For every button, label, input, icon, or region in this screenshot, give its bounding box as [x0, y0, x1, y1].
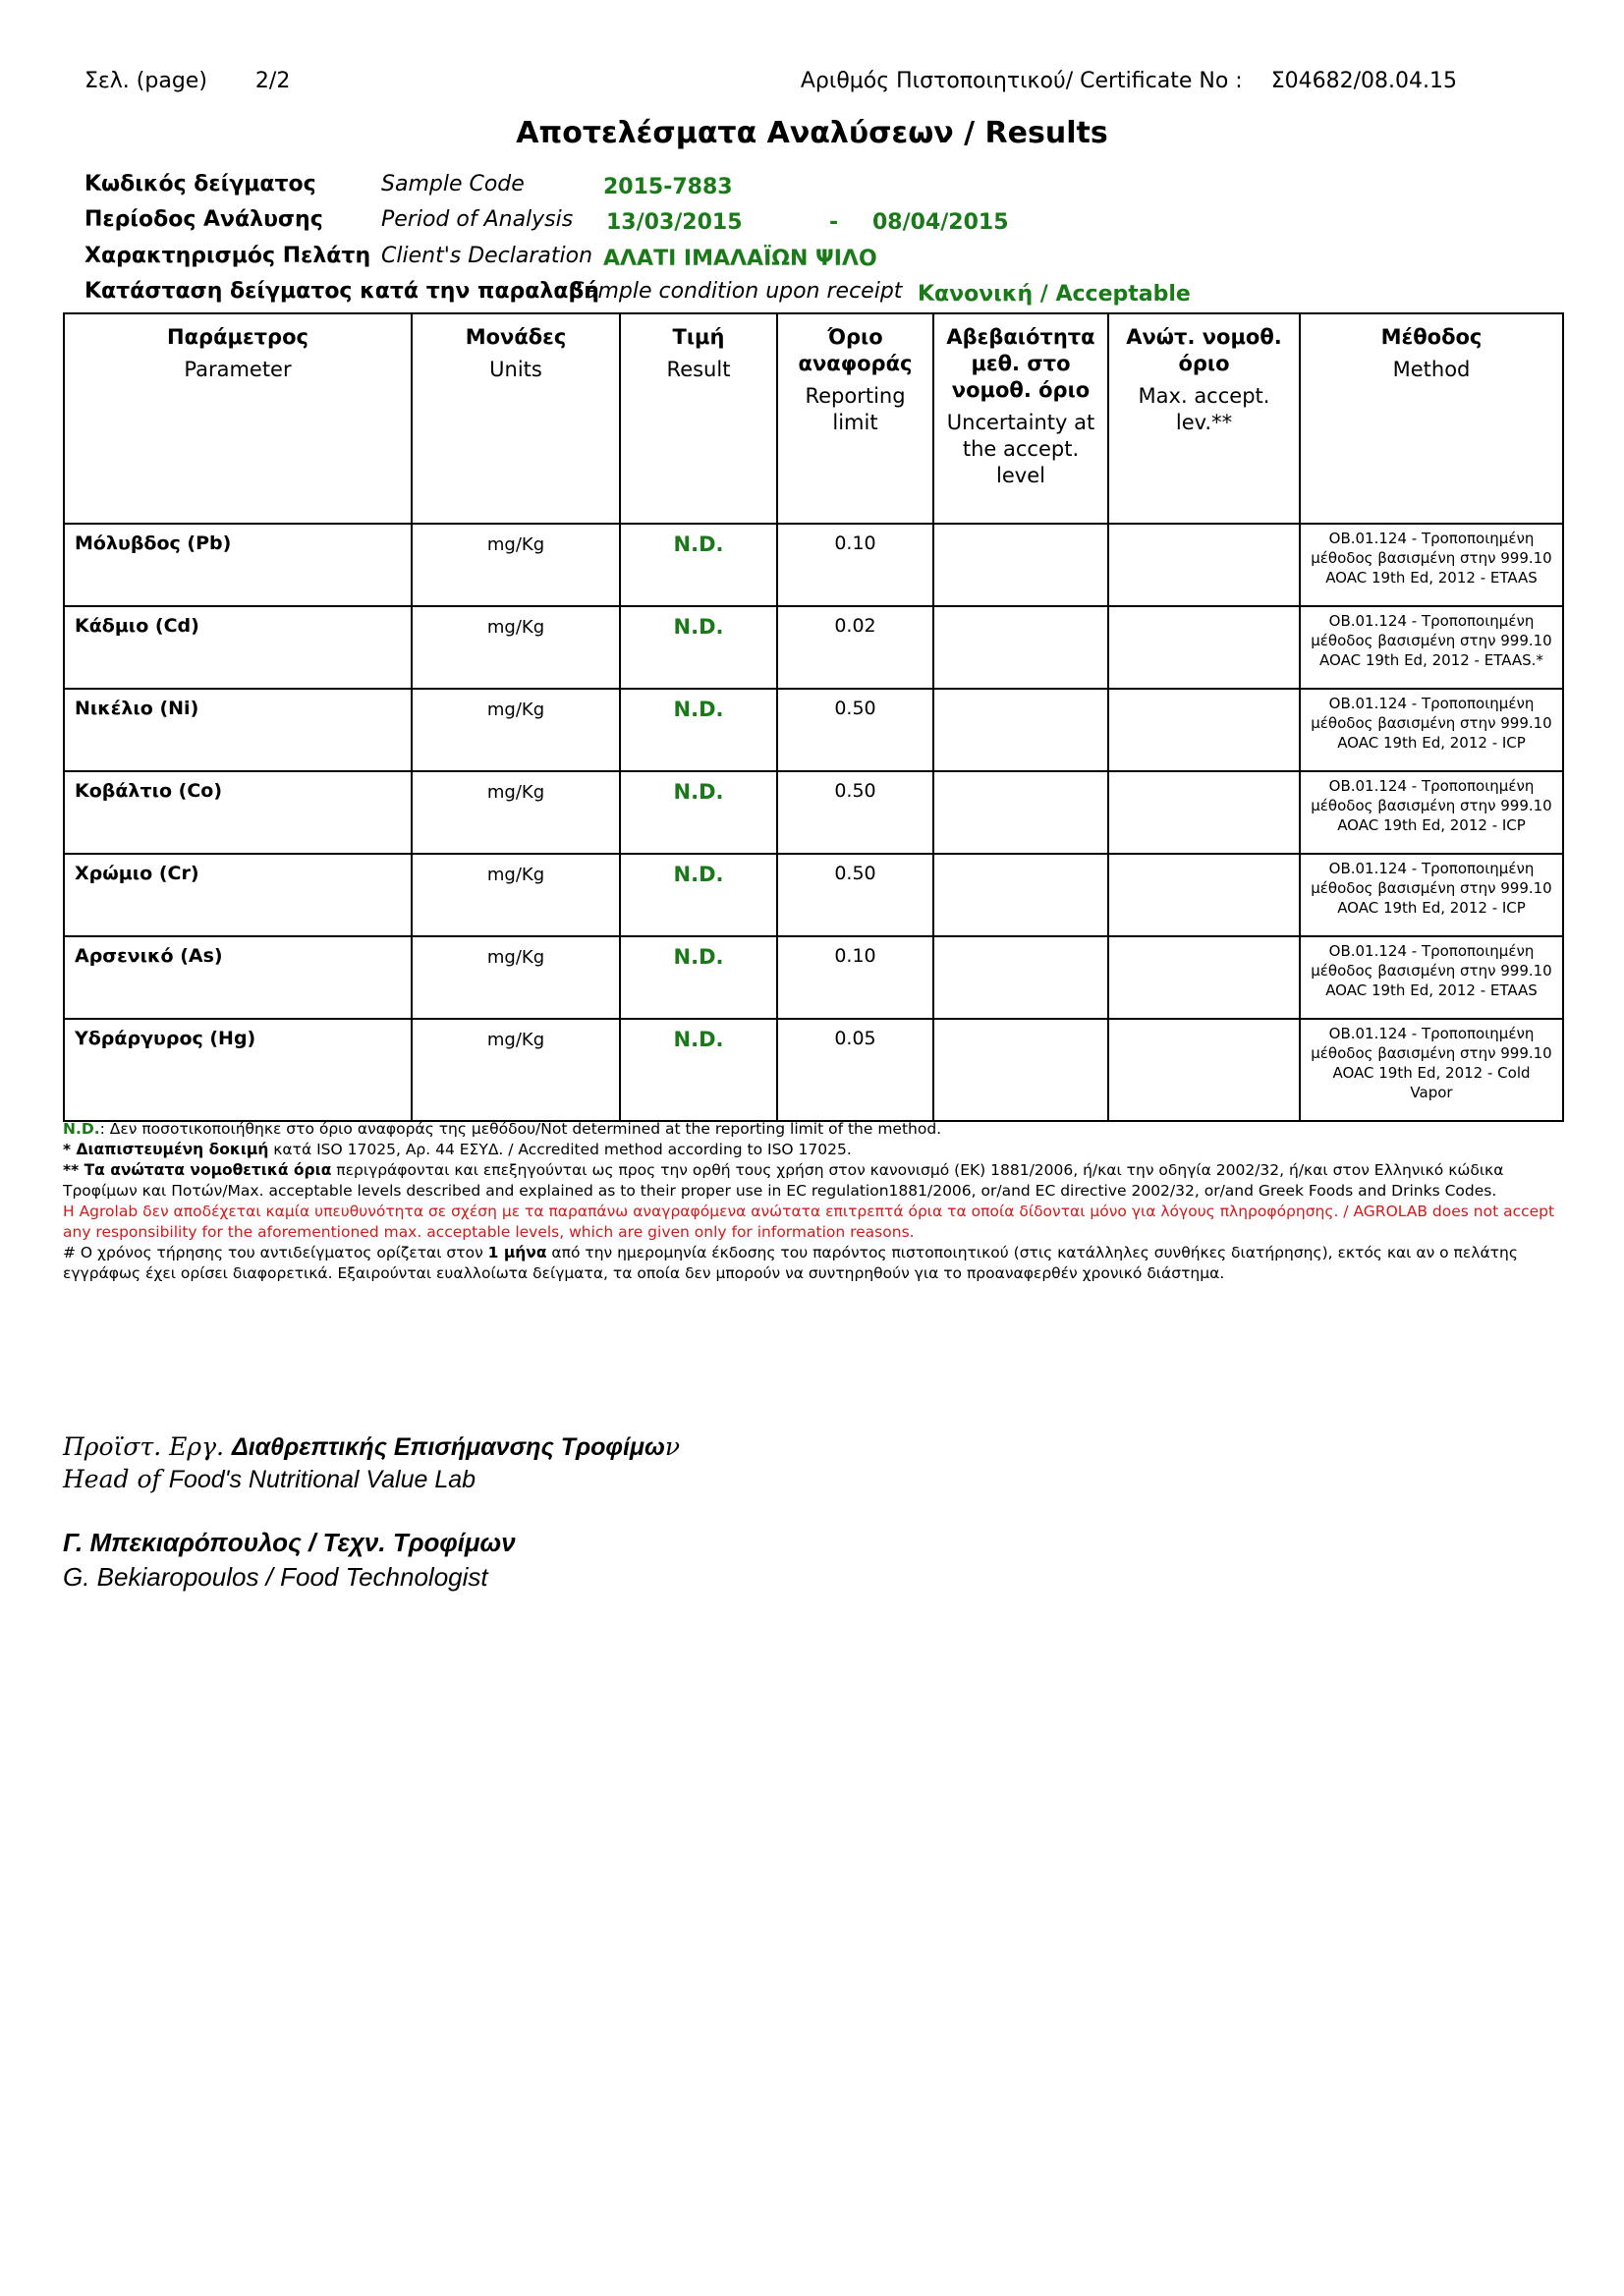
cell-method: OB.01.124 - Τροποποιημένη μέθοδος βασισμένη στην 999.10 AOAC 19th Ed, 2012 - Cold Vapor	[1300, 1019, 1563, 1121]
cell-method: OB.01.124 - Τροποποιημένη μέθοδος βασισμένη στην 999.10 AOAC 19th Ed, 2012 - ICP	[1300, 854, 1563, 936]
cell-max-level	[1108, 936, 1300, 1019]
page-number: 2/2	[254, 69, 291, 93]
cell-parameter: Κοβάλτιο (Co)	[64, 771, 412, 854]
cell-parameter: Αρσενικό (As)	[64, 936, 412, 1019]
client-declaration-label: Χαρακτηρισμός Πελάτη	[84, 244, 371, 268]
table-row	[64, 854, 1563, 936]
cell-parameter: Μόλυβδος (Pb)	[64, 524, 412, 606]
cell-parameter: Χρώμιο (Cr)	[64, 854, 412, 936]
certificate-number-line	[801, 69, 1457, 93]
analysis-period-dash: -	[829, 210, 839, 235]
cell-uncertainty	[933, 936, 1108, 1019]
cell-result: N.D.	[620, 524, 777, 606]
note-retention: # Ο χρόνος τήρησης του αντιδείγματος ορίζεται στον 1 μήνα από την ημερομηνία έκδοσης του παρόντος πιστοποιητικού (στις κατάλληλες συνθήκες διατήρησης), εκτός και αν ο πελάτης εγγράφως έχει ορίσει διαφορετικά. Εξαιρούνται ευαλλοίωτα δείγματα, τα οποία δεν μπορούν να συντηρηθούν για το προαναφερθέν χρονικό διάστημα.	[63, 1244, 1518, 1282]
cell-max-level	[1108, 689, 1300, 771]
cell-method: OB.01.124 - Τροποποιημένη μέθοδος βασισμένη στην 999.10 AOAC 19th Ed, 2012 - ICP	[1300, 771, 1563, 854]
table-row	[64, 689, 1563, 771]
cell-uncertainty	[933, 1019, 1108, 1121]
cell-max-level	[1108, 524, 1300, 606]
cell-result: N.D.	[620, 1019, 777, 1121]
cell-uncertainty	[933, 771, 1108, 854]
cell-result: N.D.	[620, 854, 777, 936]
page-indicator	[84, 69, 290, 93]
cell-units: mg/Kg	[412, 854, 620, 936]
analysis-period-end: 08/04/2015	[872, 210, 1009, 235]
signature-title-english: Head of Food's Nutritional Value Lab	[63, 1465, 476, 1493]
certificate-number: Σ04682/08.04.15	[1270, 69, 1457, 93]
sample-code-value: 2015-7883	[603, 175, 733, 199]
results-table	[63, 312, 1564, 1122]
cell-max-level	[1108, 771, 1300, 854]
note-nd: N.D.: Δεν ποσοτικοποιήθηκε στο όριο αναφοράς της μεθόδου/Not determined at the reporting limit of the method.	[63, 1120, 942, 1138]
sample-code-label: Κωδικός δείγματος	[84, 172, 316, 196]
table-row	[64, 524, 1563, 606]
page-label: Σελ. (page)	[84, 69, 207, 93]
cell-parameter: Υδράργυρος (Hg)	[64, 1019, 412, 1121]
cell-max-level	[1108, 854, 1300, 936]
cell-result: N.D.	[620, 936, 777, 1019]
certificate-label: Αριθμός Πιστοποιητικού/ Certificate No :	[800, 69, 1243, 93]
table-row	[64, 1019, 1563, 1121]
column-header-method: Μέθοδος Method	[1300, 313, 1563, 524]
cell-units: mg/Kg	[412, 524, 620, 606]
signature-title-greek: Προϊστ. Εργ. Διαθρεπτικής Επισήμανσης Τροφίμων	[63, 1432, 681, 1461]
sample-condition-sub: Sample condition upon receipt	[571, 279, 903, 304]
table-row	[64, 936, 1563, 1019]
analysis-period-label: Περίοδος Ανάλυσης	[84, 207, 323, 232]
column-header-units: Μονάδες Units	[412, 313, 620, 524]
analysis-period-start: 13/03/2015	[606, 210, 743, 235]
cell-method: OB.01.124 - Τροποποιημένη μέθοδος βασισμένη στην 999.10 AOAC 19th Ed, 2012 - ETAAS	[1300, 524, 1563, 606]
note-accredited: * Διαπιστευμένη δοκιμή κατά ISO 17025, Αρ. 44 ΕΣΥΔ. / Accredited method according to ISO 17025.	[63, 1141, 852, 1158]
cell-parameter: Κάδμιο (Cd)	[64, 606, 412, 689]
table-header-row	[64, 313, 1563, 524]
signatory-name-english: G. Bekiaropoulos / Food Technologist	[63, 1562, 488, 1592]
page-title: Αποτελέσματα Αναλύσεων / Results	[516, 116, 1108, 150]
cell-uncertainty	[933, 524, 1108, 606]
cell-method: OB.01.124 - Τροποποιημένη μέθοδος βασισμένη στην 999.10 AOAC 19th Ed, 2012 - ICP	[1300, 689, 1563, 771]
sample-condition-label: Κατάσταση δείγματος κατά την παραλαβή	[84, 279, 599, 304]
cell-reporting-limit: 0.50	[777, 771, 933, 854]
cell-result: N.D.	[620, 606, 777, 689]
cell-units: mg/Kg	[412, 936, 620, 1019]
sample-condition-value: Κανονική / Acceptable	[918, 282, 1191, 307]
sample-code-sub: Sample Code	[381, 172, 525, 196]
note-disclaimer: Η Agrolab δεν αποδέχεται καμία υπευθυνότητα σε σχέση με τα παραπάνω αναγραφόμενα ανώτατα επιτρεπτά όρια τα οποία δίδονται μόνο για λόγους πληροφόρησης. / AGROLAB does not accept any responsibility for the aforementioned max. acceptable levels, which are given only for information reasons.	[63, 1203, 1555, 1241]
cell-max-level	[1108, 606, 1300, 689]
signatory-name-greek: Γ. Μπεκιαρόπουλος / Τεχν. Τροφίμων	[63, 1528, 516, 1557]
cell-units: mg/Kg	[412, 689, 620, 771]
cell-uncertainty	[933, 689, 1108, 771]
cell-reporting-limit: 0.05	[777, 1019, 933, 1121]
note-max-levels: ** Τα ανώτατα νομοθετικά όρια περιγράφονται και επεξηγούνται ως προς την ορθή τους χρήση στον κανονισμό (ΕΚ) 1881/2006, ή/και την οδηγία 2002/32, ή/και στον Ελληνικό κώδικα Τροφίμων και Ποτών/Max. acceptable levels described and explained as to their proper use in EC regulation1881/2006, or/and EC directive 2002/32, or/and Greek Foods and Drinks Codes.	[63, 1161, 1504, 1200]
cell-units: mg/Kg	[412, 1019, 620, 1121]
cell-reporting-limit: 0.02	[777, 606, 933, 689]
cell-reporting-limit: 0.10	[777, 524, 933, 606]
cell-uncertainty	[933, 854, 1108, 936]
cell-reporting-limit: 0.50	[777, 689, 933, 771]
cell-reporting-limit: 0.10	[777, 936, 933, 1019]
client-declaration-sub: Client's Declaration	[381, 244, 593, 268]
cell-method: OB.01.124 - Τροποποιημένη μέθοδος βασισμένη στην 999.10 AOAC 19th Ed, 2012 - ETAAS.*	[1300, 606, 1563, 689]
column-header-result: Τιμή Result	[620, 313, 777, 524]
analysis-period-sub: Period of Analysis	[381, 207, 574, 232]
column-header-uncertainty: Αβεβαιότητα μεθ. στο νομοθ. όριο Uncertainty at the accept. level	[933, 313, 1108, 524]
cell-result: N.D.	[620, 689, 777, 771]
column-header-reporting-limit: Όριο αναφοράς Reporting limit	[777, 313, 933, 524]
cell-reporting-limit: 0.50	[777, 854, 933, 936]
footnotes	[63, 1119, 1562, 1284]
client-declaration-value: ΑΛΑΤΙ ΙΜΑΛΑΪΩΝ ΨΙΛΟ	[603, 247, 877, 271]
table-row	[64, 771, 1563, 854]
cell-max-level	[1108, 1019, 1300, 1121]
cell-uncertainty	[933, 606, 1108, 689]
cell-units: mg/Kg	[412, 606, 620, 689]
cell-result: N.D.	[620, 771, 777, 854]
cell-units: mg/Kg	[412, 771, 620, 854]
cell-parameter: Νικέλιο (Ni)	[64, 689, 412, 771]
cell-method: OB.01.124 - Τροποποιημένη μέθοδος βασισμένη στην 999.10 AOAC 19th Ed, 2012 - ETAAS	[1300, 936, 1563, 1019]
column-header-max-level: Ανώτ. νομοθ. όριο Max. accept. lev.**	[1108, 313, 1300, 524]
column-header-parameter: Παράμετρος Parameter	[64, 313, 412, 524]
table-row	[64, 606, 1563, 689]
